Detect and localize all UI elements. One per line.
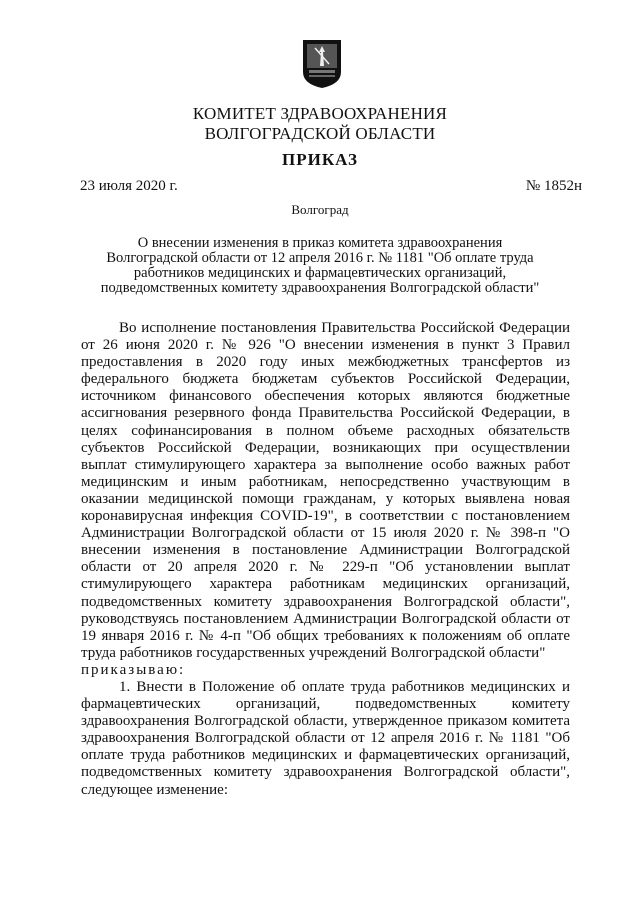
document-type: ПРИКАЗ xyxy=(282,150,358,169)
subject-line: подведомственных комитету здравоохранения Волгоградской области" xyxy=(100,280,540,296)
committee-name-line1: КОМИТЕТ ЗДРАВООХРАНЕНИЯ xyxy=(192,104,448,123)
document-number: № 1852н xyxy=(525,178,582,194)
subject-line: О внесении изменения в приказ комитета здравоохранения xyxy=(137,235,503,251)
order-word: приказываю: xyxy=(81,661,186,678)
committee-name-line2: ВОЛГОГРАДСКОЙ ОБЛАСТИ xyxy=(204,124,436,143)
document-subject xyxy=(60,236,580,296)
document-city: Волгоград xyxy=(291,202,349,217)
volgograd-coat-of-arms-icon xyxy=(301,38,343,90)
item-1-paragraph: 1. Внести в Положение об оплате труда работников медицинских и фармацевтических организаций, подведомственных комитету здравоохранения Волгоградской области, утвержденное приказом комитета здравоохранения Волгоградской области от 12 апреля 2016 г. № 1181 "Об оплате труда работников медицинских и фармацевтических организаций, подведомственных комитету здравоохранения Волгоградской области", следующее изменение: xyxy=(81,678,570,798)
document-body xyxy=(81,320,570,799)
preamble-paragraph: Во исполнение постановления Правительства Российской Федерации от 26 июня 2020 г. № 926 "О внесении изменения в пункт 3 Правил предоставления в 2020 году иных межбюджетных трансфертов из федерального бюджета бюджетам субъектов Российской Федерации, источником финансового обеспечения которых являются бюджетные ассигнования резервного фонда Правительства Российской Федерации, в целях софинансирования в полном объеме расходных обязательств субъектов Российской Федерации, возникающих при осуществлении выплат стимулирующего характера за выполнение особо важных работ медицинским и иным работникам, непосредственно участвующим в оказании медицинской помощи гражданам, у которых выявлена новая коронавирусная инфекция COVID-19", в соответствии с постановлением Администрации Волгоградской области от 15 июля 2020 г. № 398-п "О внесении изменения в постановление Администрации Волгоградской области от 20 апреля 2020 г. № 229-п "Об установлении выплат стимулирующего характера работникам медицинских организаций, подведомственных комитету здравоохранения Волгоградской области", руководствуясь постановлением Администрации Волгоградской области от 19 января 2016 г. № 4-п "Об общих требованиях к положениям об оплате труда работников государственных учреждений Волгоградской области" xyxy=(81,320,570,661)
subject-line: Волгоградской области от 12 апреля 2016 г. № 1181 "Об оплате труда xyxy=(106,250,534,266)
subject-line: работников медицинских и фармацевтических организаций, xyxy=(133,265,507,281)
document-date: 23 июля 2020 г. xyxy=(80,178,178,194)
